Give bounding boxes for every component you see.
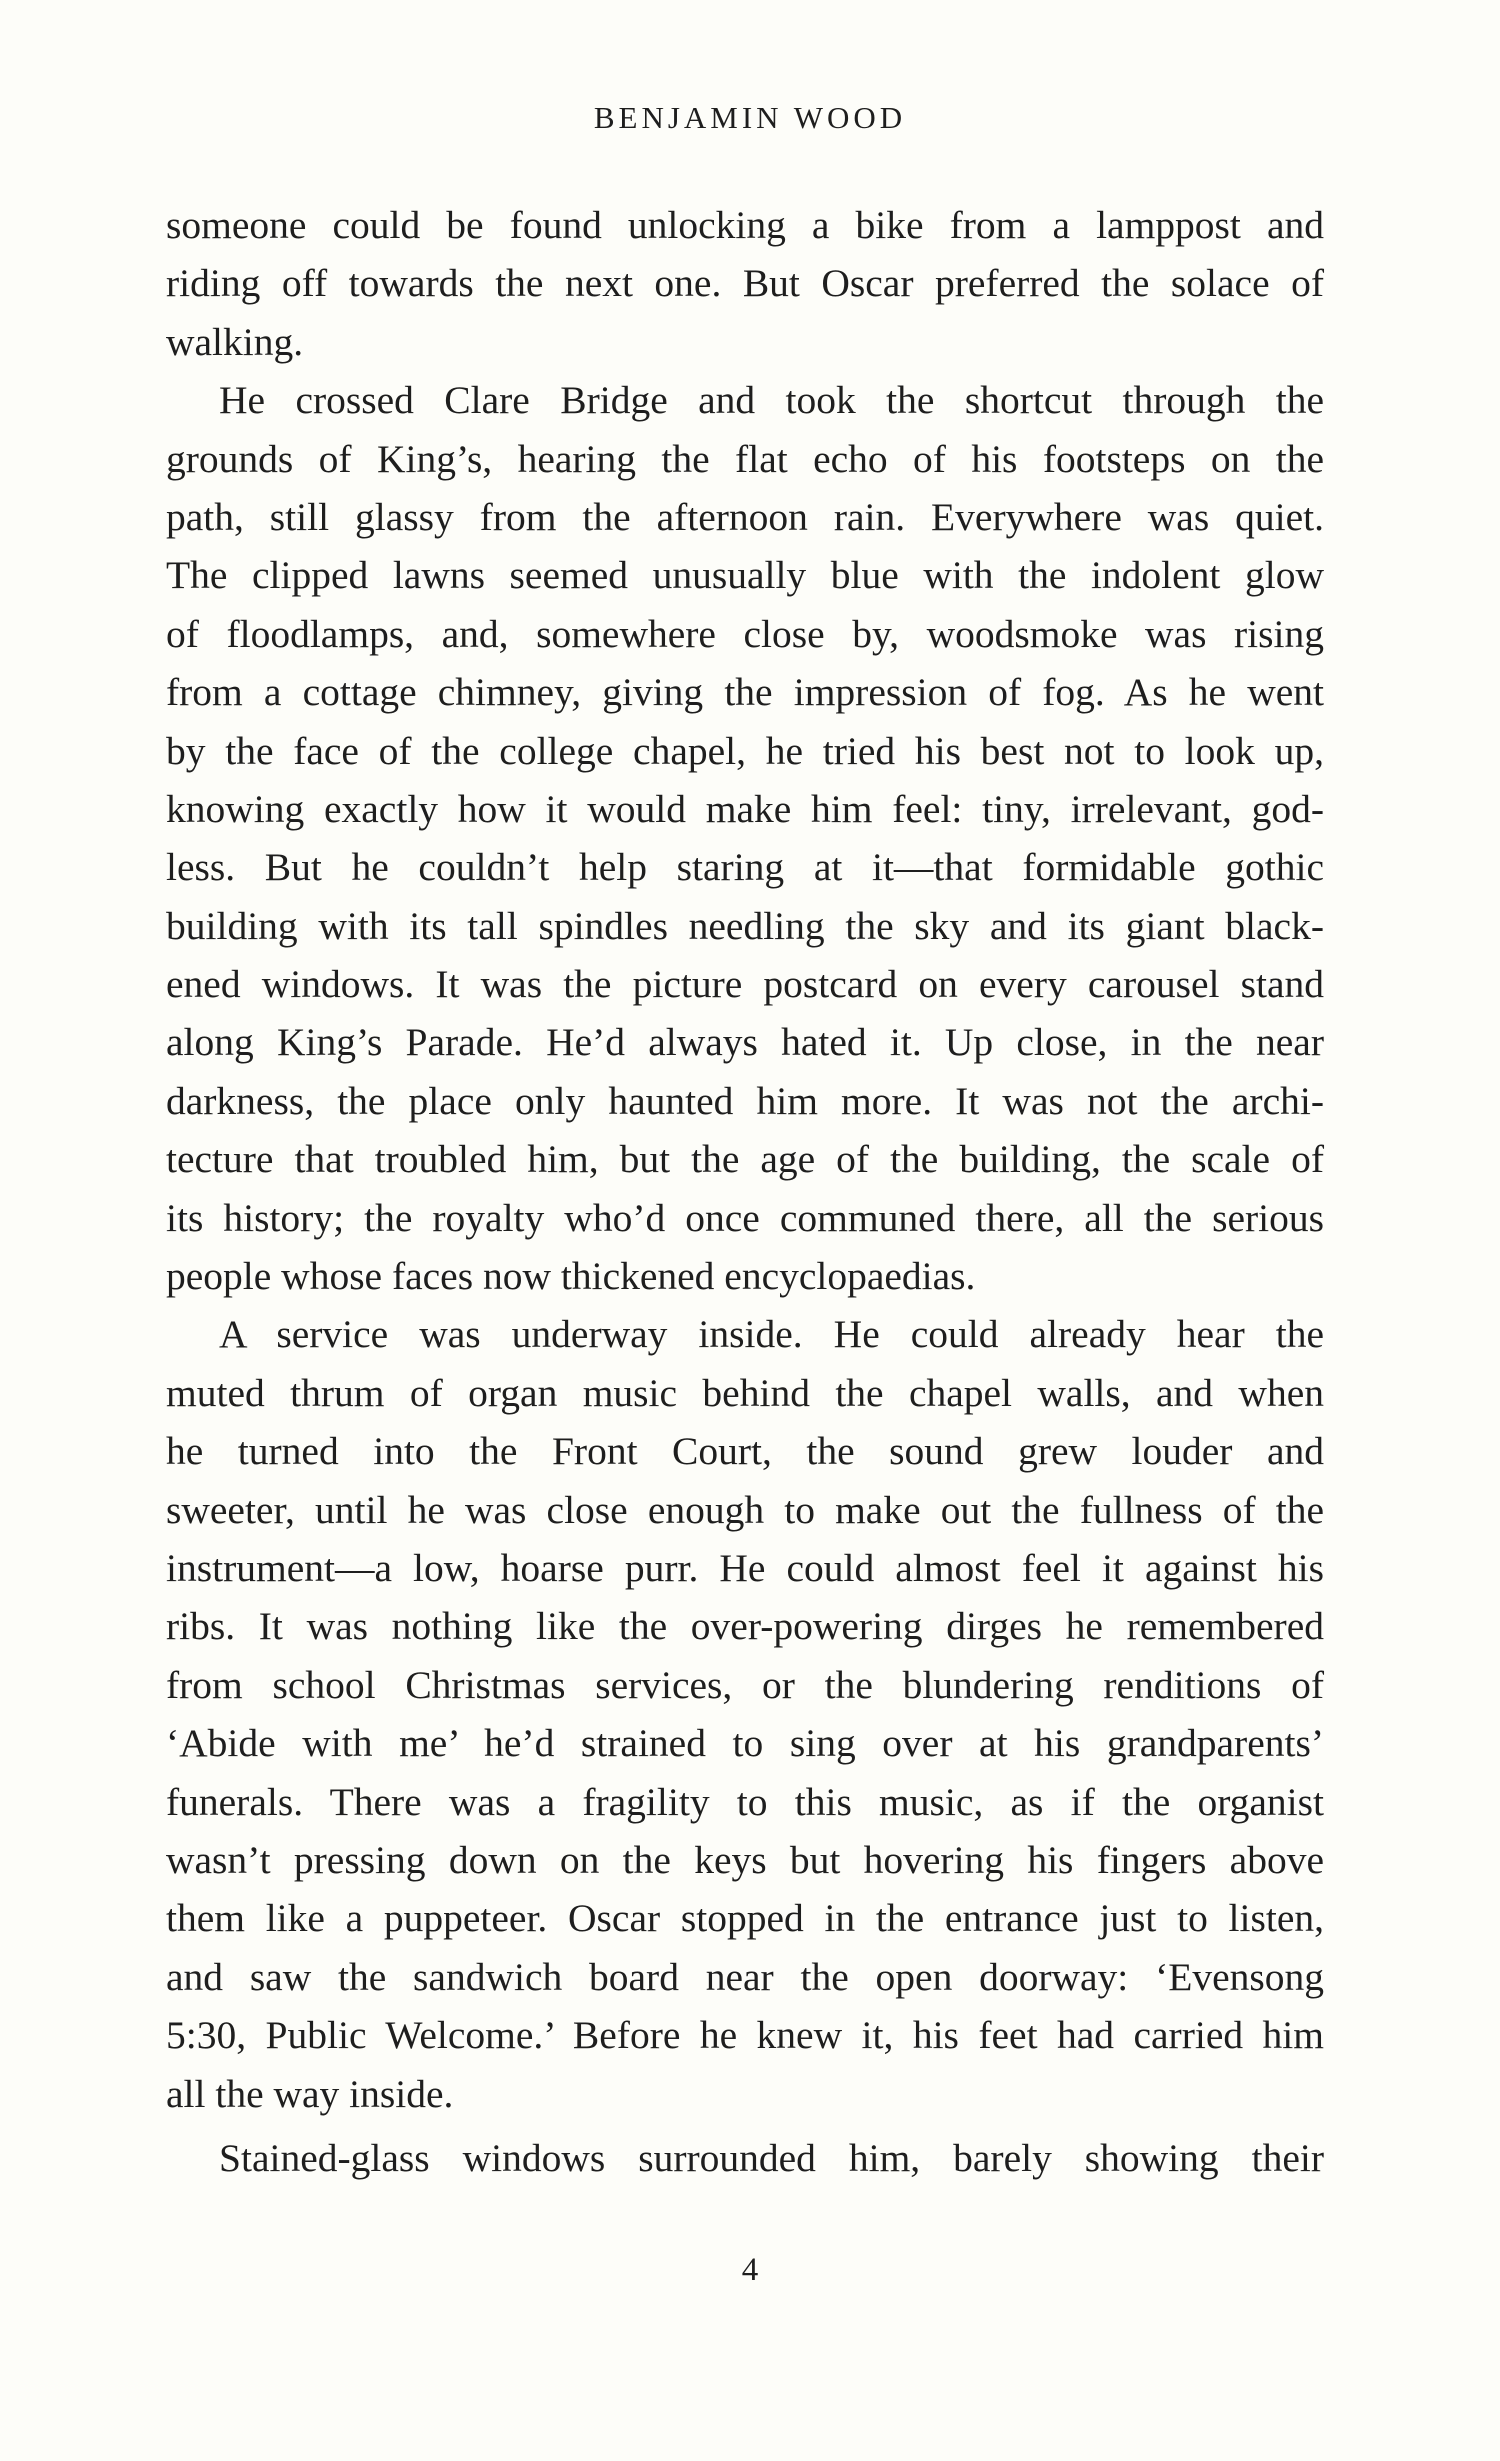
text-line: The clipped lawns seemed unusually blue with the indolent glow xyxy=(166,553,1324,598)
text-line: from a cottage chimney, giving the impression of fog. As he went xyxy=(166,670,1324,715)
text-line: someone could be found unlocking a bike from a lamppost and xyxy=(166,203,1324,247)
text-line: riding off towards the next one. But Oscar preferred the solace of xyxy=(166,261,1324,306)
text-line: funerals. There was a fragility to this music, as if the organist xyxy=(166,1779,1324,1824)
text-line: grounds of King’s, hearing the flat echo of his footsteps on the xyxy=(166,436,1324,481)
text-line: he turned into the Front Court, the sound grew louder and xyxy=(166,1429,1324,1474)
running-head: BENJAMIN WOOD xyxy=(593,100,907,135)
text-line: A service was underway inside. He could already hear the xyxy=(219,1312,1324,1357)
text-line: 5:30, Public Welcome.’ Before he knew it, his feet had carried him xyxy=(166,2013,1324,2058)
text-line: less. But he couldn’t help staring at it—that formidable gothic xyxy=(166,845,1324,890)
text-line: of floodlamps, and, somewhere close by, woodsmoke was rising xyxy=(166,611,1324,656)
text-line: them like a puppeteer. Oscar stopped in the entrance just to listen, xyxy=(166,1896,1324,1941)
text-line: path, still glassy from the afternoon rain. Everywhere was quiet. xyxy=(166,494,1324,539)
text-line: ribs. It was nothing like the over-powering dirges he remembered xyxy=(166,1604,1324,1649)
text-line: and saw the sandwich board near the open doorway: ‘Evensong xyxy=(166,1954,1324,1999)
page-number: 4 xyxy=(741,2252,759,2288)
text-line: all the way inside. xyxy=(166,2071,454,2116)
body-text xyxy=(166,196,1324,2187)
text-line: ened windows. It was the picture postcard on every carousel stand xyxy=(166,962,1324,1007)
text-line: knowing exactly how it would make him feel: tiny, irrelevant, god- xyxy=(166,786,1324,831)
text-line: Stained-glass windows surrounded him, barely showing their xyxy=(219,2135,1324,2180)
text-line: people whose faces now thickened encyclopaedias. xyxy=(166,1254,976,1299)
text-line: instrument—a low, hoarse purr. He could almost feel it against his xyxy=(166,1545,1324,1590)
text-line: along King’s Parade. He’d always hated it. Up close, in the near xyxy=(166,1020,1324,1065)
text-line: building with its tall spindles needling the sky and its giant black- xyxy=(166,903,1324,948)
text-line: by the face of the college chapel, he tried his best not to look up, xyxy=(166,728,1324,773)
text-line: tecture that troubled him, but the age of the building, the scale of xyxy=(166,1137,1324,1182)
text-line: from school Christmas services, or the blundering renditions of xyxy=(166,1662,1324,1707)
text-line: sweeter, until he was close enough to make out the fullness of the xyxy=(166,1487,1324,1532)
text-line: ‘Abide with me’ he’d strained to sing over at his grandparents’ xyxy=(166,1721,1324,1766)
text-line: muted thrum of organ music behind the chapel walls, and when xyxy=(166,1370,1324,1415)
text-line: He crossed Clare Bridge and took the shortcut through the xyxy=(219,378,1324,423)
text-line: wasn’t pressing down on the keys but hovering his fingers above xyxy=(166,1837,1324,1882)
text-line: walking. xyxy=(166,319,304,364)
text-line: darkness, the place only haunted him more. It was not the archi- xyxy=(166,1078,1324,1123)
text-line: its history; the royalty who’d once communed there, all the serious xyxy=(166,1195,1324,1240)
